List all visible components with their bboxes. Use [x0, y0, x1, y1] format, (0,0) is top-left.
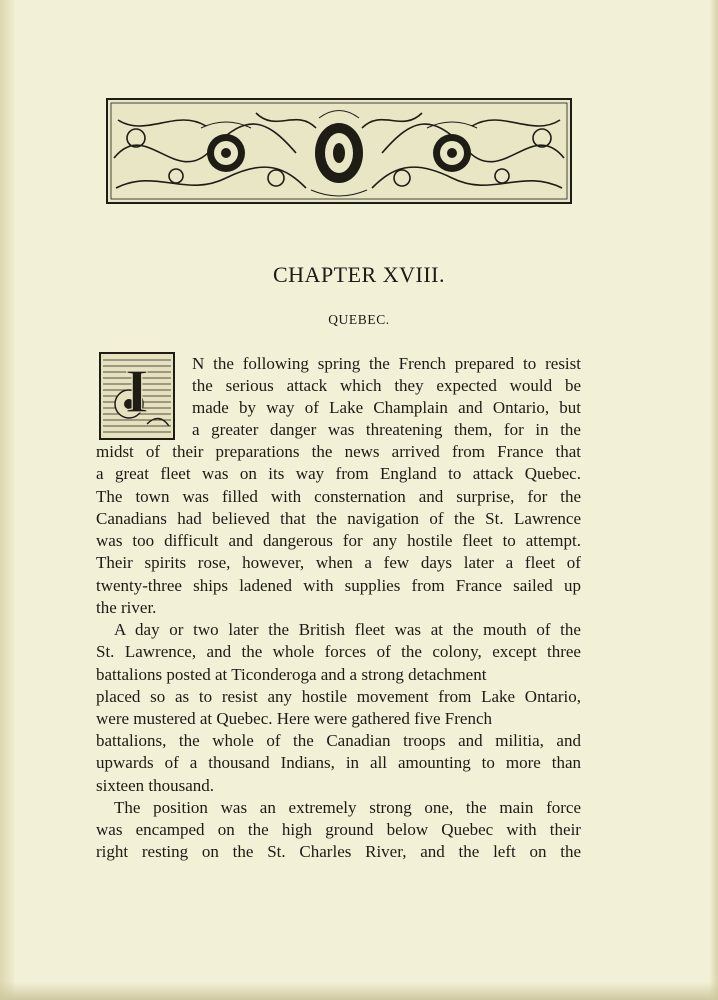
text-line: battalions posted at Ticonderoga and a strong detachment — [96, 665, 487, 684]
section-title: QUEBEC. — [328, 312, 390, 327]
text-line: was encamped on the high ground below Quebec with their — [96, 820, 581, 839]
page-right-edge — [710, 0, 718, 1000]
page-binding-edge — [0, 0, 14, 1000]
text-line: sixteen thousand. — [96, 776, 215, 795]
text-line: right resting on the St. Charles River, and the left on the — [96, 842, 582, 861]
chapter-title: CHAPTER XVIII. — [273, 262, 445, 287]
text-line: midst of their preparations the news arrived from France that — [96, 442, 582, 461]
text-line: battalions, the whole of the Canadian troops and militia, and — [96, 731, 581, 750]
text-line: A day or two later the British fleet was at the mouth of the — [114, 620, 581, 639]
text-line: placed so as to resist any hostile movement from Lake Ontario, — [96, 687, 581, 706]
ornamental-headpiece — [106, 98, 572, 204]
text-line: Canadians had believed that the navigation of the St. Lawrence — [96, 509, 582, 528]
initial-letter: I — [124, 358, 150, 426]
text-line: Their spirits rose, however, when a few days later a fleet of — [96, 553, 581, 572]
text-line: a great fleet was on its way from England to attack Quebec. — [96, 464, 581, 483]
text-line: was too difficult and dangerous for any hostile fleet to attempt. — [96, 531, 581, 550]
text-line: were mustered at Quebec. Here were gathered five French — [96, 709, 492, 728]
text-line: The position was an extremely strong one, the main force — [114, 798, 582, 817]
text-line: the river. — [96, 598, 157, 617]
page-bottom-edge — [0, 982, 718, 1000]
text-line: N the following spring the French prepared to resist — [192, 354, 581, 373]
text-line: The town was filled with consternation and surprise, for the — [96, 487, 582, 506]
decorated-initial — [99, 352, 175, 440]
text-line: twenty-three ships ladened with supplies from France sailed up — [96, 576, 581, 595]
text-line: the serious attack which they expected would be — [192, 376, 582, 395]
text-line: a greater danger was threatening them, for in the — [192, 420, 581, 439]
text-line: St. Lawrence, and the whole forces of the colony, except three — [96, 642, 581, 661]
text-line: upwards of a thousand Indians, in all amounting to more than — [96, 753, 582, 772]
text-line: made by way of Lake Champlain and Ontario, but — [192, 398, 581, 417]
